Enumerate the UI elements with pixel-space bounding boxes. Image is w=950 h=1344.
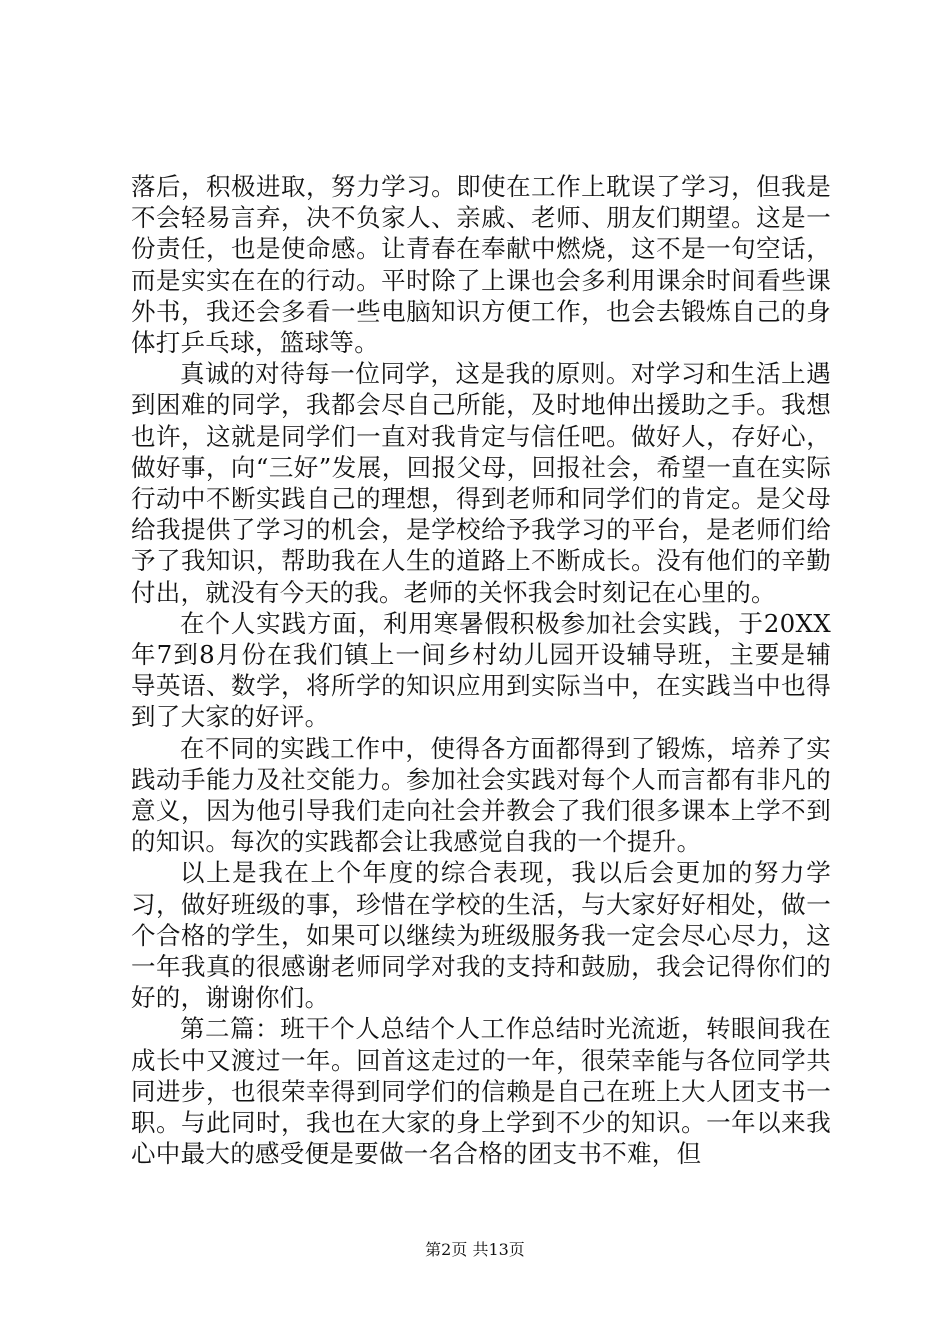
- paragraph-summary: 以上是我在上个年度的综合表现，我以后会更加的努力学习，做好班级的事，珍惜在学校的生活，与大家好好相处，做一个合格的学生，如果可以继续为班级服务我一定会尽心尽力，这一年我真的很感谢老师同学对我的支持和鼓励，我会记得你们的好的，谢谢你们。: [131, 858, 831, 1013]
- document-body: [131, 171, 831, 1170]
- paragraph-continued: 落后，积极进取，努力学习。即使在工作上耽误了学习，但我是不会轻易言弃，决不负家人、亲戚、老师、朋友们期望。这是一份责任，也是使命感。让青春在奉献中燃烧，这不是一句空话，而是实实在在的行动。平时除了上课也会多利用课余时间看些课外书，我还会多看一些电脑知识方便工作，也会去锻炼自己的身体打乒乓球，篮球等。: [131, 172, 831, 358]
- paragraph-sincerity: 真诚的对待每一位同学，这是我的原则。对学习和生活上遇到困难的同学，我都会尽自己所能，及时地伸出援助之手。我想也许，这就是同学们一直对我肯定与信任吧。做好人，存好心，做好事，向“三好”发展，回报父母，回报社会，希望一直在实际行动中不断实践自己的理想，得到老师和同学们的肯定。是父母给我提供了学习的机会，是学校给予我学习的平台，是老师们给予了我知识，帮助我在人生的道路上不断成长。没有他们的辛勤付出，就没有今天的我。老师的关怀我会时刻记在心里的。: [131, 359, 831, 607]
- paragraph-practice: 在个人实践方面，利用寒暑假积极参加社会实践，于20XX年7到8月份在我们镇上一间乡村幼儿园开设辅导班，主要是辅导英语、数学，将所学的知识应用到实际当中，在实践当中也得到了大家的好评。: [131, 608, 831, 732]
- paragraph-second-article: 第二篇：班干个人总结个人工作总结时光流逝，转眼间我在成长中又渡过一年。回首这走过的一年，很荣幸能与各位同学共同进步，也很荣幸得到同学们的信赖是自己在班上大人团支书一职。与此同时，我也在大家的身上学到不少的知识。一年以来我心中最大的感受便是要做一名合格的团支书不难，但: [131, 1014, 831, 1169]
- page-number: 第2页 共13页: [425, 1240, 525, 1259]
- paragraph-practice-benefits: 在不同的实践工作中，使得各方面都得到了锻炼，培养了实践动手能力及社交能力。参加社会实践对每个人而言都有非凡的意义，因为他引导我们走向社会并教会了我们很多课本上学不到的知识。每次的实践都会让我感觉自我的一个提升。: [131, 733, 831, 857]
